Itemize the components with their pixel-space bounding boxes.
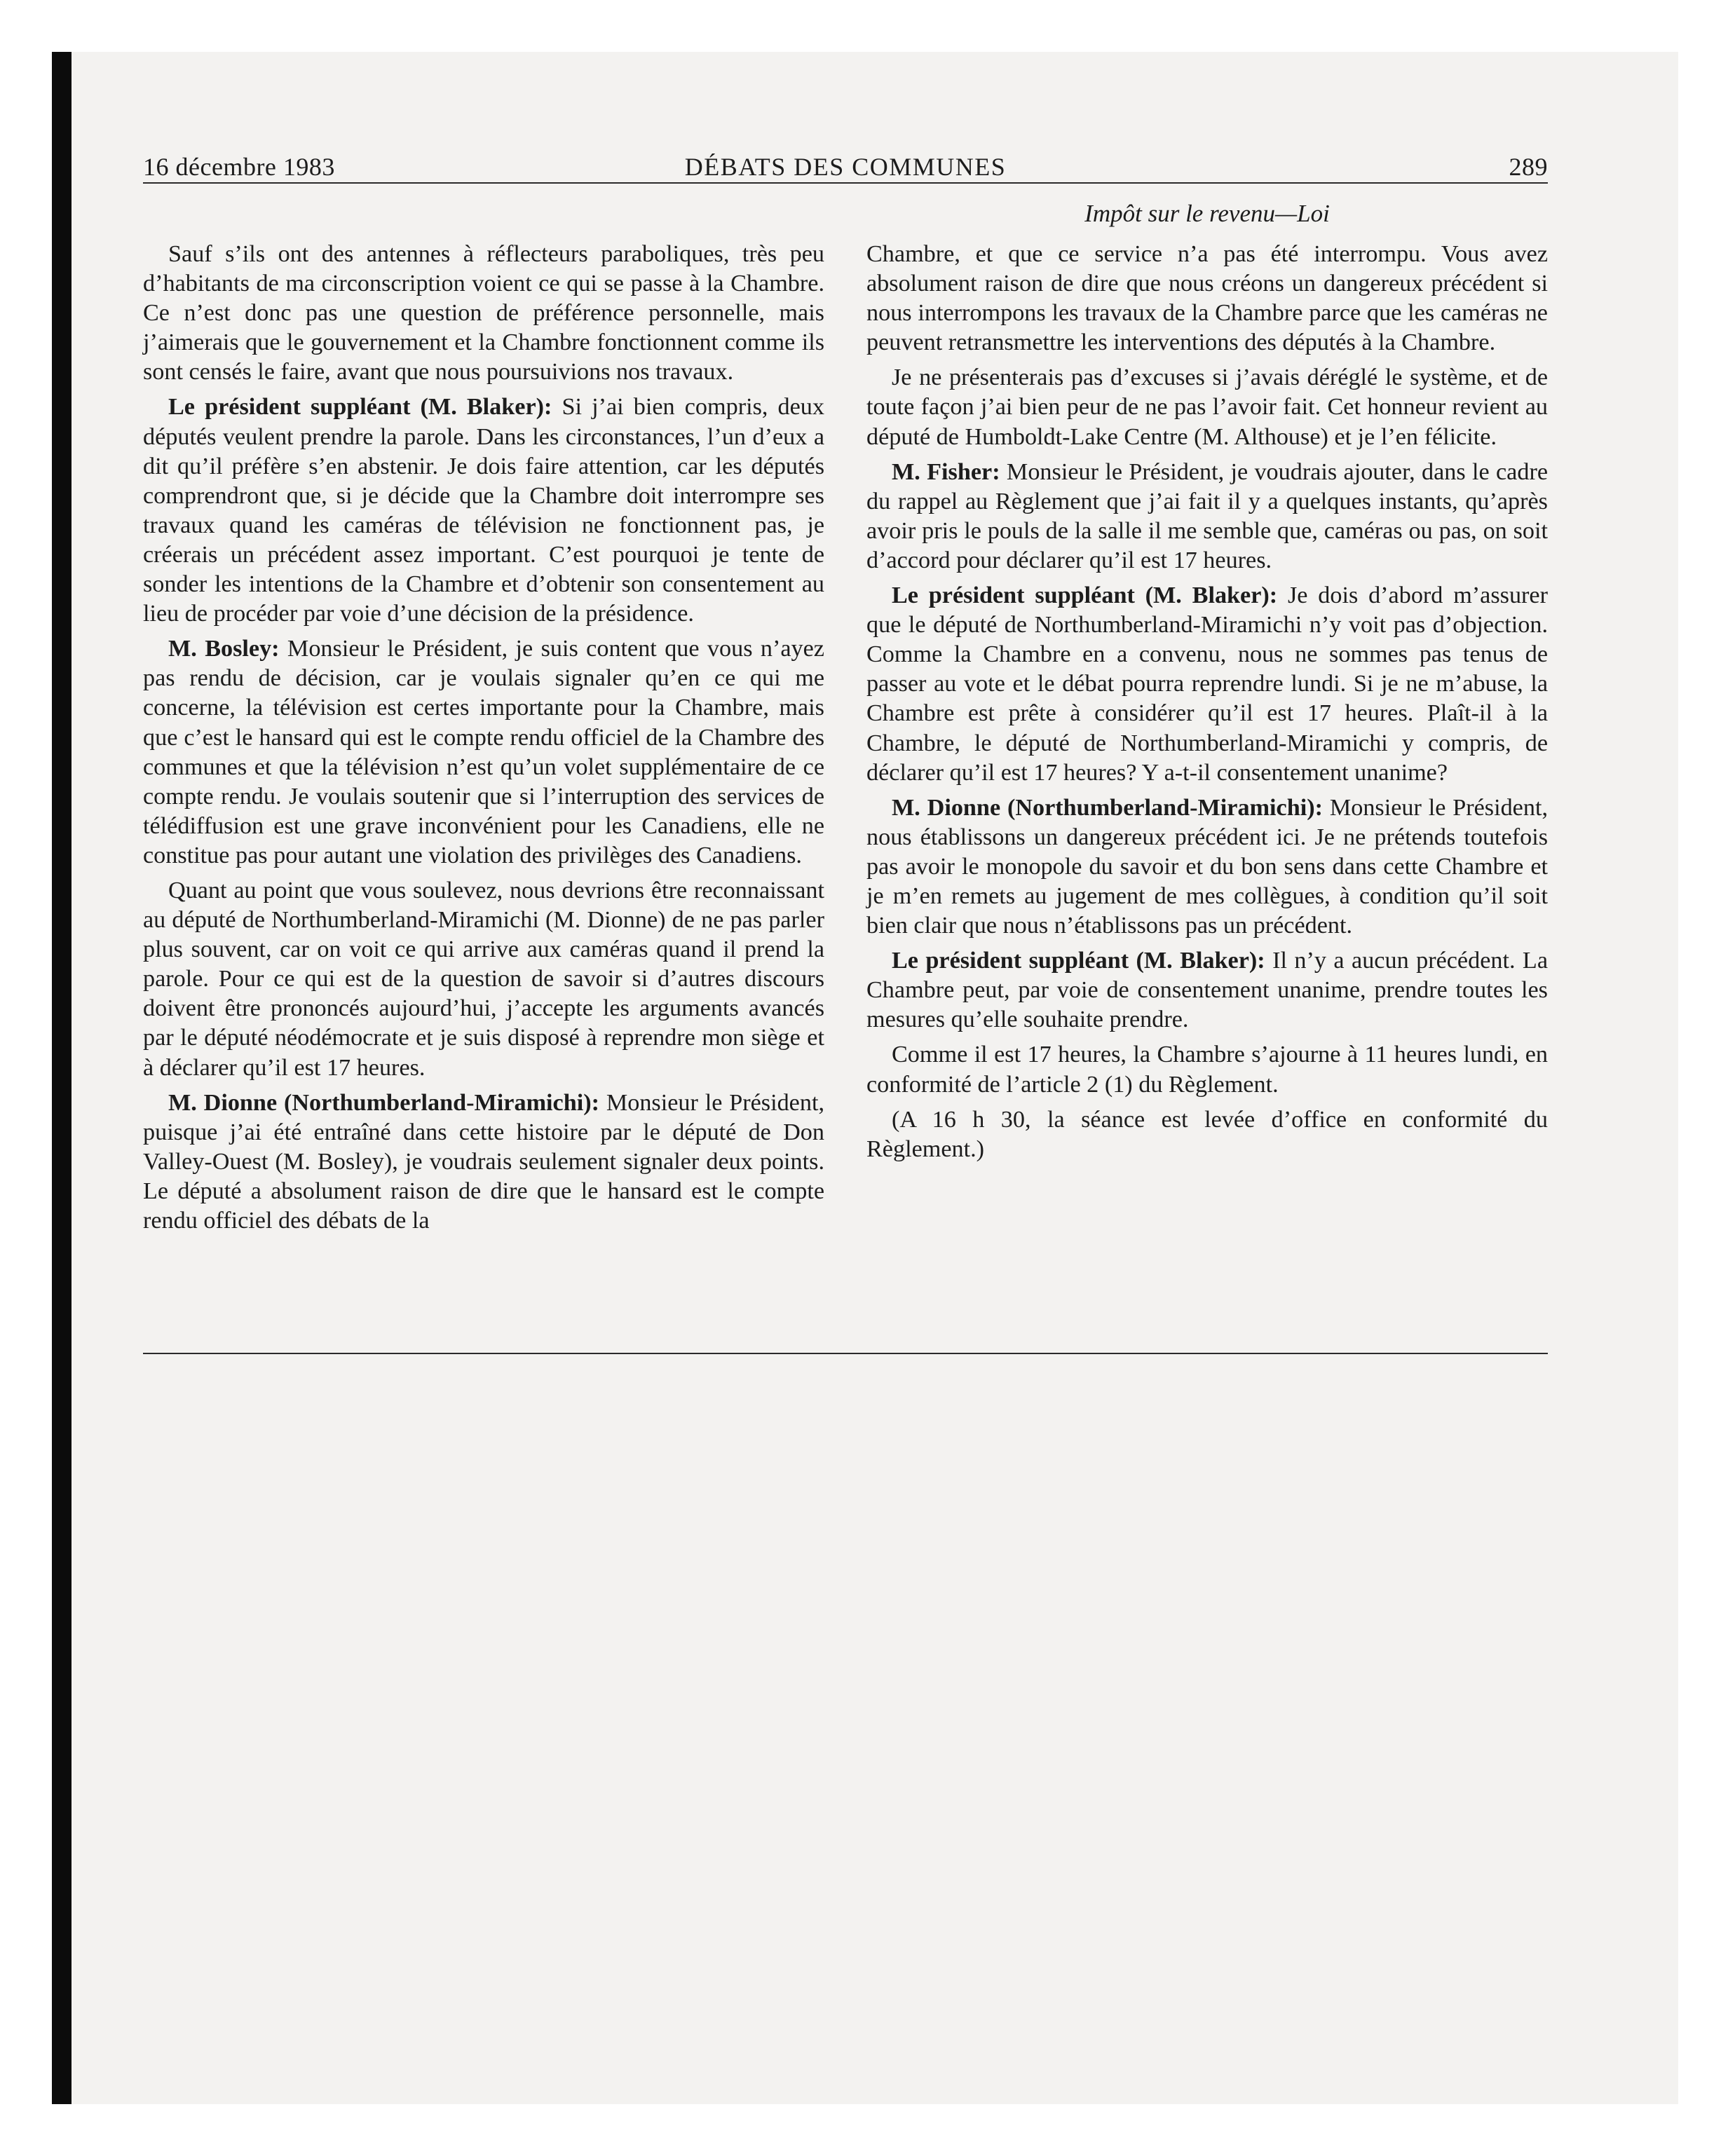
- paragraph-text: Comme il est 17 heures, la Chambre s’ajourne à 11 heures lundi, en conformité de l’article 2 (1) du Règlement.: [866, 1042, 1548, 1098]
- paragraph-text: Je dois d’abord m’assurer que le député de Northumberland-Miramichi n’y voit pas d’objection. Comme la Chambre en a convenu, nous ne sommes pas tenus de passer au vote et le débat pourra reprendre lundi. Si je ne m’abuse, la Chambre est prête à considérer qu’il est 17 heures. Plaît-il à la Chambre, le député de Northumberland-Miramichi y compris, de déclarer qu’il est 17 heures? Y a-t-il consentement unanime?: [866, 582, 1548, 786]
- paragraph: [866, 581, 1548, 788]
- paragraph: [866, 363, 1548, 451]
- paragraph: [866, 946, 1548, 1035]
- speaker-name: M. Dionne (Northumberland-Miramichi):: [168, 1089, 600, 1116]
- bottom-rule: [143, 1353, 1548, 1354]
- paragraph: [143, 240, 824, 387]
- journal-title: DÉBATS DES COMMUNES: [684, 153, 1007, 181]
- section-heading: Impôt sur le revenu—Loi: [1084, 200, 1330, 227]
- left-column: [143, 240, 824, 1241]
- running-head: [143, 147, 1548, 186]
- paragraph: [866, 458, 1548, 575]
- paragraph: [143, 1089, 824, 1236]
- paragraph-text: Monsieur le Président, je suis content que vous n’ayez pas rendu de décision, car je voulais signaler qu’en ce qui me concerne, la télévision est certes importante pour la Chambre, mais que c’est le hansard qui est le compte rendu officiel de la Chambre des communes et que la télévision n’est qu’un volet supplémentaire de ce compte rendu. Je voulais soutenir que si l’interruption des services de télédiffusion est une grave inconvénient pour les Canadiens, elle ne constitue pas pour autant une violation des privilèges des Canadiens.: [143, 636, 824, 868]
- paragraph: [143, 876, 824, 1083]
- paragraph-text: Monsieur le Président, puisque j’ai été entraîné dans cette histoire par le député de Don Valley-Ouest (M. Bosley), je voudrais seulement signaler deux points. Le député a absolument raison de dire que le hansard est le compte rendu officiel des débats de la: [143, 1089, 824, 1234]
- paragraph: [866, 240, 1548, 357]
- paragraph-text: Il n’y a aucun précédent. La Chambre peut, par voie de consentement unanime, prendre toutes les mesures qu’elle souhaite prendre.: [866, 948, 1548, 1033]
- paragraph: [143, 634, 824, 871]
- right-column: [866, 240, 1548, 1170]
- header-rule: [143, 182, 1548, 184]
- speaker-name: Le président suppléant (M. Blaker):: [892, 582, 1278, 609]
- speaker-name: M. Fisher:: [892, 458, 1000, 485]
- paragraph: [143, 393, 824, 629]
- paragraph: [866, 793, 1548, 941]
- paragraph-text: Si j’ai bien compris, deux députés veulent prendre la parole. Dans les circonstances, l’un d’eux a dit qu’il préfère s’en abstenir. Je dois faire attention, car les députés comprendront que, si je décide que la Chambre doit interrompre ses travaux quand les caméras de télévision ne fonctionnent pas, je créerais un précédent assez important. C’est pourquoi je tente de sonder les intentions de la Chambre et d’obtenir son consentement au lieu de procéder par voie d’une décision de la présidence.: [143, 394, 824, 627]
- paragraph: [866, 1040, 1548, 1099]
- page-number: 289: [1509, 153, 1548, 181]
- paragraph-text: Je ne présenterais pas d’excuses si j’avais déréglé le système, et de toute façon j’ai bien peur de ne pas l’avoir fait. Cet honneur revient au député de Humboldt-Lake Centre (M. Althouse) et je l’en félicite.: [866, 364, 1548, 450]
- header-date: 16 décembre 1983: [143, 153, 335, 181]
- speaker-name: Le président suppléant (M. Blaker):: [168, 394, 552, 421]
- paragraph-text: Monsieur le Président, nous établissons un dangereux précédent ici. Je ne prétends toutefois pas avoir le monopole du savoir et du bon sens dans cette Chambre et je m’en remets au jugement de mes collègues, à condition qu’il soit bien clair que nous n’établissons pas un précédent.: [866, 794, 1548, 939]
- paragraph-text: Quant au point que vous soulevez, nous devrions être reconnaissant au député de Northumberland-Miramichi (M. Dionne) de ne pas parler plus souvent, car on voit ce qui arrive aux caméras quand il prend la parole. Pour ce qui est de la question de savoir si d’autres discours doivent être prononcés aujourd’hui, j’accepte les arguments avancés par le député néodémocrate et je suis disposé à reprendre mon siège et à déclarer qu’il est 17 heures.: [143, 877, 824, 1081]
- paragraph-text: Chambre, et que ce service n’a pas été interrompu. Vous avez absolument raison de dire que nous créons un dangereux précédent si nous interrompons les travaux de la Chambre parce que les caméras ne peuvent retransmettre les interventions des députés à la Chambre.: [866, 241, 1548, 356]
- paragraph-text: Sauf s’ils ont des antennes à réflecteurs paraboliques, très peu d’habitants de ma circonscription voient ce qui se passe à la Chambre. Ce n’est donc pas une question de préférence personnelle, mais j’aimerais que le gouvernement et la Chambre fonctionnent comme ils sont censés le faire, avant que nous poursuivions nos travaux.: [143, 241, 824, 386]
- binding-edge: [52, 52, 72, 2104]
- paragraph: [866, 1105, 1548, 1164]
- speaker-name: M. Bosley:: [168, 636, 280, 662]
- speaker-name: M. Dionne (Northumberland-Miramichi):: [892, 794, 1324, 821]
- paragraph-text: (A 16 h 30, la séance est levée d’office en conformité du Règlement.): [866, 1106, 1548, 1162]
- speaker-name: Le président suppléant (M. Blaker):: [892, 948, 1265, 974]
- paragraph-text: Monsieur le Président, je voudrais ajouter, dans le cadre du rappel au Règlement que j’ai fait il y a quelques instants, qu’après avoir pris le pouls de la salle il me semble que, caméras ou pas, on soit d’accord pour déclarer qu’il est 17 heures.: [866, 458, 1548, 573]
